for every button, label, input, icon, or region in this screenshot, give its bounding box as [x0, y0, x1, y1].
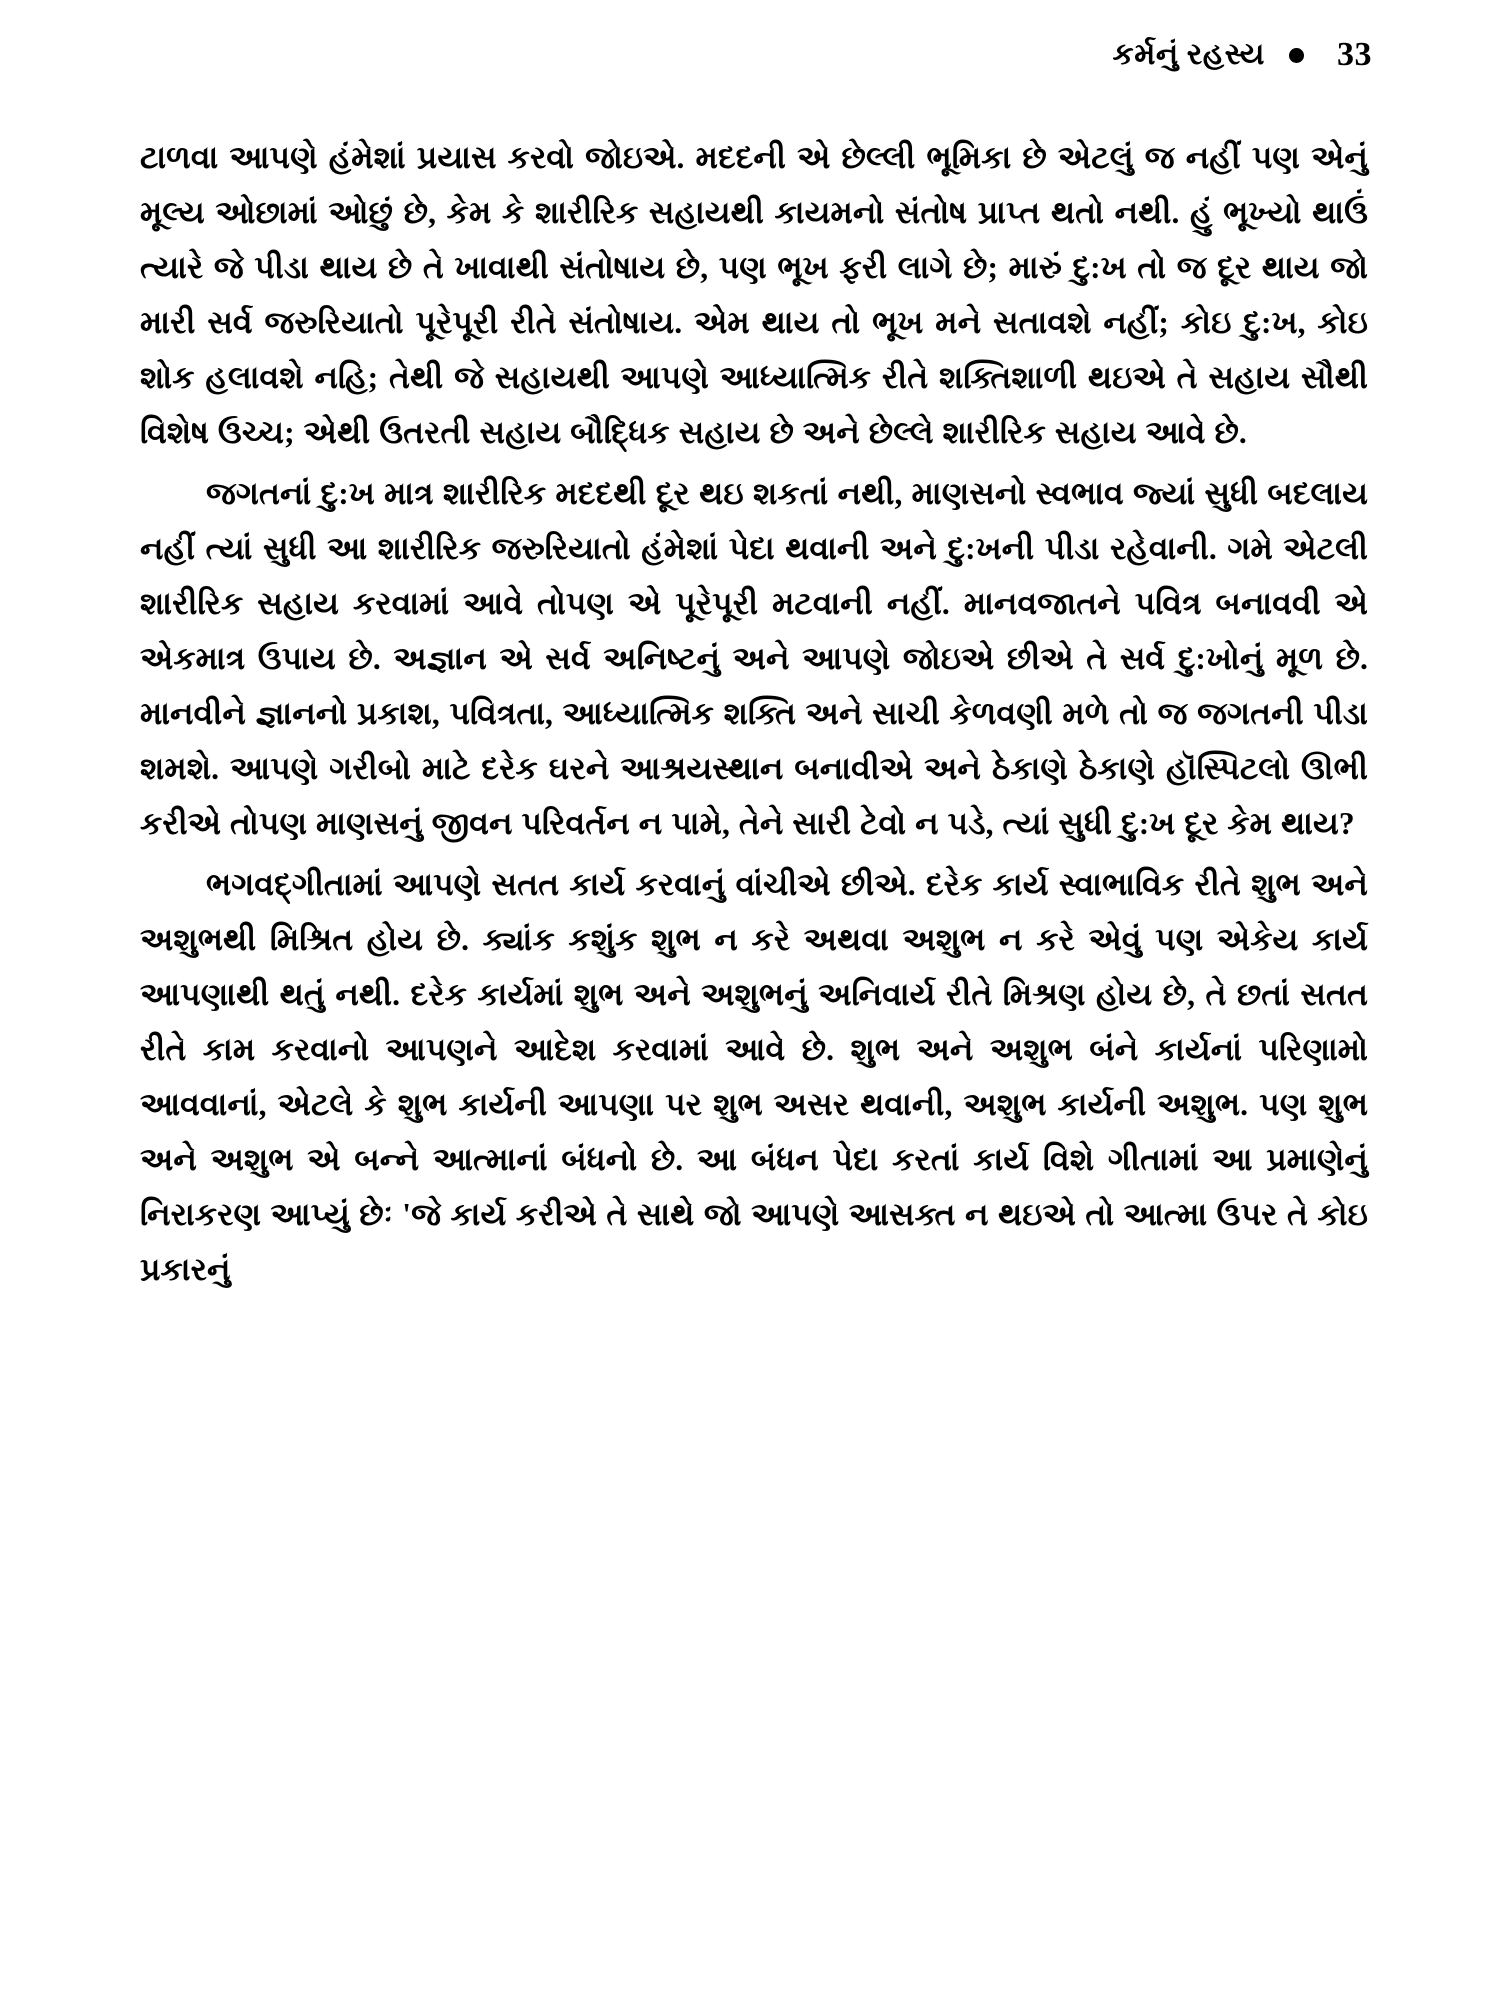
page-body	[140, 130, 1368, 1297]
paragraph: ભગવદ્ગીતામાં આપણે સતત કાર્ય કરવાનું વાંચીએ છીએ. દરેક કાર્ય સ્વાભાવિક રીતે શુભ અને અશુભથી મિશ્રિત હોય છે. ક્યાંક કશુંક શુભ ન કરે અથવા અશુભ ન કરે એવું પણ એકેય કાર્ય આપણાથી થતું નથી. દરેક કાર્યમાં શુભ અને અશુભનું અનિવાર્ય રીતે મિશ્રણ હોય છે, તે છતાં સતત રીતે કામ કરવાનો આપણને આદેશ કરવામાં આવે છે. શુભ અને અશુભ બંને કાર્યનાં પરિણામો આવવાનાં, એટલે કે શુભ કાર્યની આપણા પર શુભ અસર થવાની, અશુભ કાર્યની અશુભ. પણ શુભ અને અશુભ એ બન્ને આત્માનાં બંધનો છે. આ બંધન પેદા કરતાં કાર્ય વિશે ગીતામાં આ પ્રમાણેનું નિરાકરણ આપ્યું છેઃ 'જે કાર્ય કરીએ તે સાથે જો આપણે આસક્ત ન થઇએ તો આત્મા ઉપર તે કોઇ પ્રકારનું	[140, 867, 1368, 1287]
paragraph: જગતનાં દુ:ખ માત્ર શારીરિક મદદથી દૂર થઇ શકતાં નથી, માણસનો સ્વભાવ જ્યાં સુધી બદલાય નહીં ત્યાં સુધી આ શારીરિક જરુરિયાતો હંમેશાં પેદા થવાની અને દુ:ખની પીડા રહેવાની. ગમે એટલી શારીરિક સહાય કરવામાં આવે તોપણ એ પૂરેપૂરી મટવાની નહીં. માનવજાતને પવિત્ર બનાવવી એ એકમાત્ર ઉપાય છે. અજ્ઞાન એ સર્વ અનિષ્ટનું અને આપણે જોઇએ છીએ તે સર્વ દુ:ખોનું મૂળ છે. માનવીને જ્ઞાનનો પ્રકાશ, પવિત્રતા, આધ્યાત્મિક શક્તિ અને સાચી કેળવણી મળે તો જ જગતની પીડા શમશે. આપણે ગરીબો માટે દરેક ઘરને આશ્રયસ્થાન બનાવીએ અને ઠેકાણે ઠેકાણે હૉસ્પિટલો ઊભી કરીએ તોપણ માણસનું જીવન પરિવર્તન ન પામે, તેને સારી ટેવો ન પડે, ત્યાં સુધી દુ:ખ દૂર કેમ થાય?	[140, 476, 1368, 841]
page-number: 33	[1337, 36, 1372, 73]
chapter-title: કર્મનું રહસ્ય	[1112, 38, 1265, 71]
paragraph: ટાળવા આપણે હંમેશાં પ્રયાસ કરવો જોઇએ. મદદની એ છેલ્લી ભૂમિકા છે એટલું જ નહીં પણ એનું મૂલ્ય ઓછામાં ઓછું છે, કેમ કે શારીરિક સહાયથી કાયમનો સંતોષ પ્રાપ્ત થતો નથી. હું ભૂખ્યો થાઉં ત્યારે જે પીડા થાય છે તે ખાવાથી સંતોષાય છે, પણ ભૂખ ફરી લાગે છે; મારું દુ:ખ તો જ દૂર થાય જો મારી સર્વ જરુરિયાતો પૂરેપૂરી રીતે સંતોષાય. એમ થાય તો ભૂખ મને સતાવશે નહીં; કોઇ દુ:ખ, કોઇ શોક હલાવશે નહિ; તેથી જે સહાયથી આપણે આધ્યાત્મિક રીતે શક્તિશાળી થઇએ તે સહાય સૌથી વિશેષ ઉચ્ચ; એથી ઉતરતી સહાય બૌદ્ધિક સહાય છે અને છેલ્લે શારીરિક સહાય આવે છે.	[140, 140, 1368, 450]
page-header	[1113, 38, 1372, 72]
bullet-dot-icon	[1289, 48, 1304, 63]
